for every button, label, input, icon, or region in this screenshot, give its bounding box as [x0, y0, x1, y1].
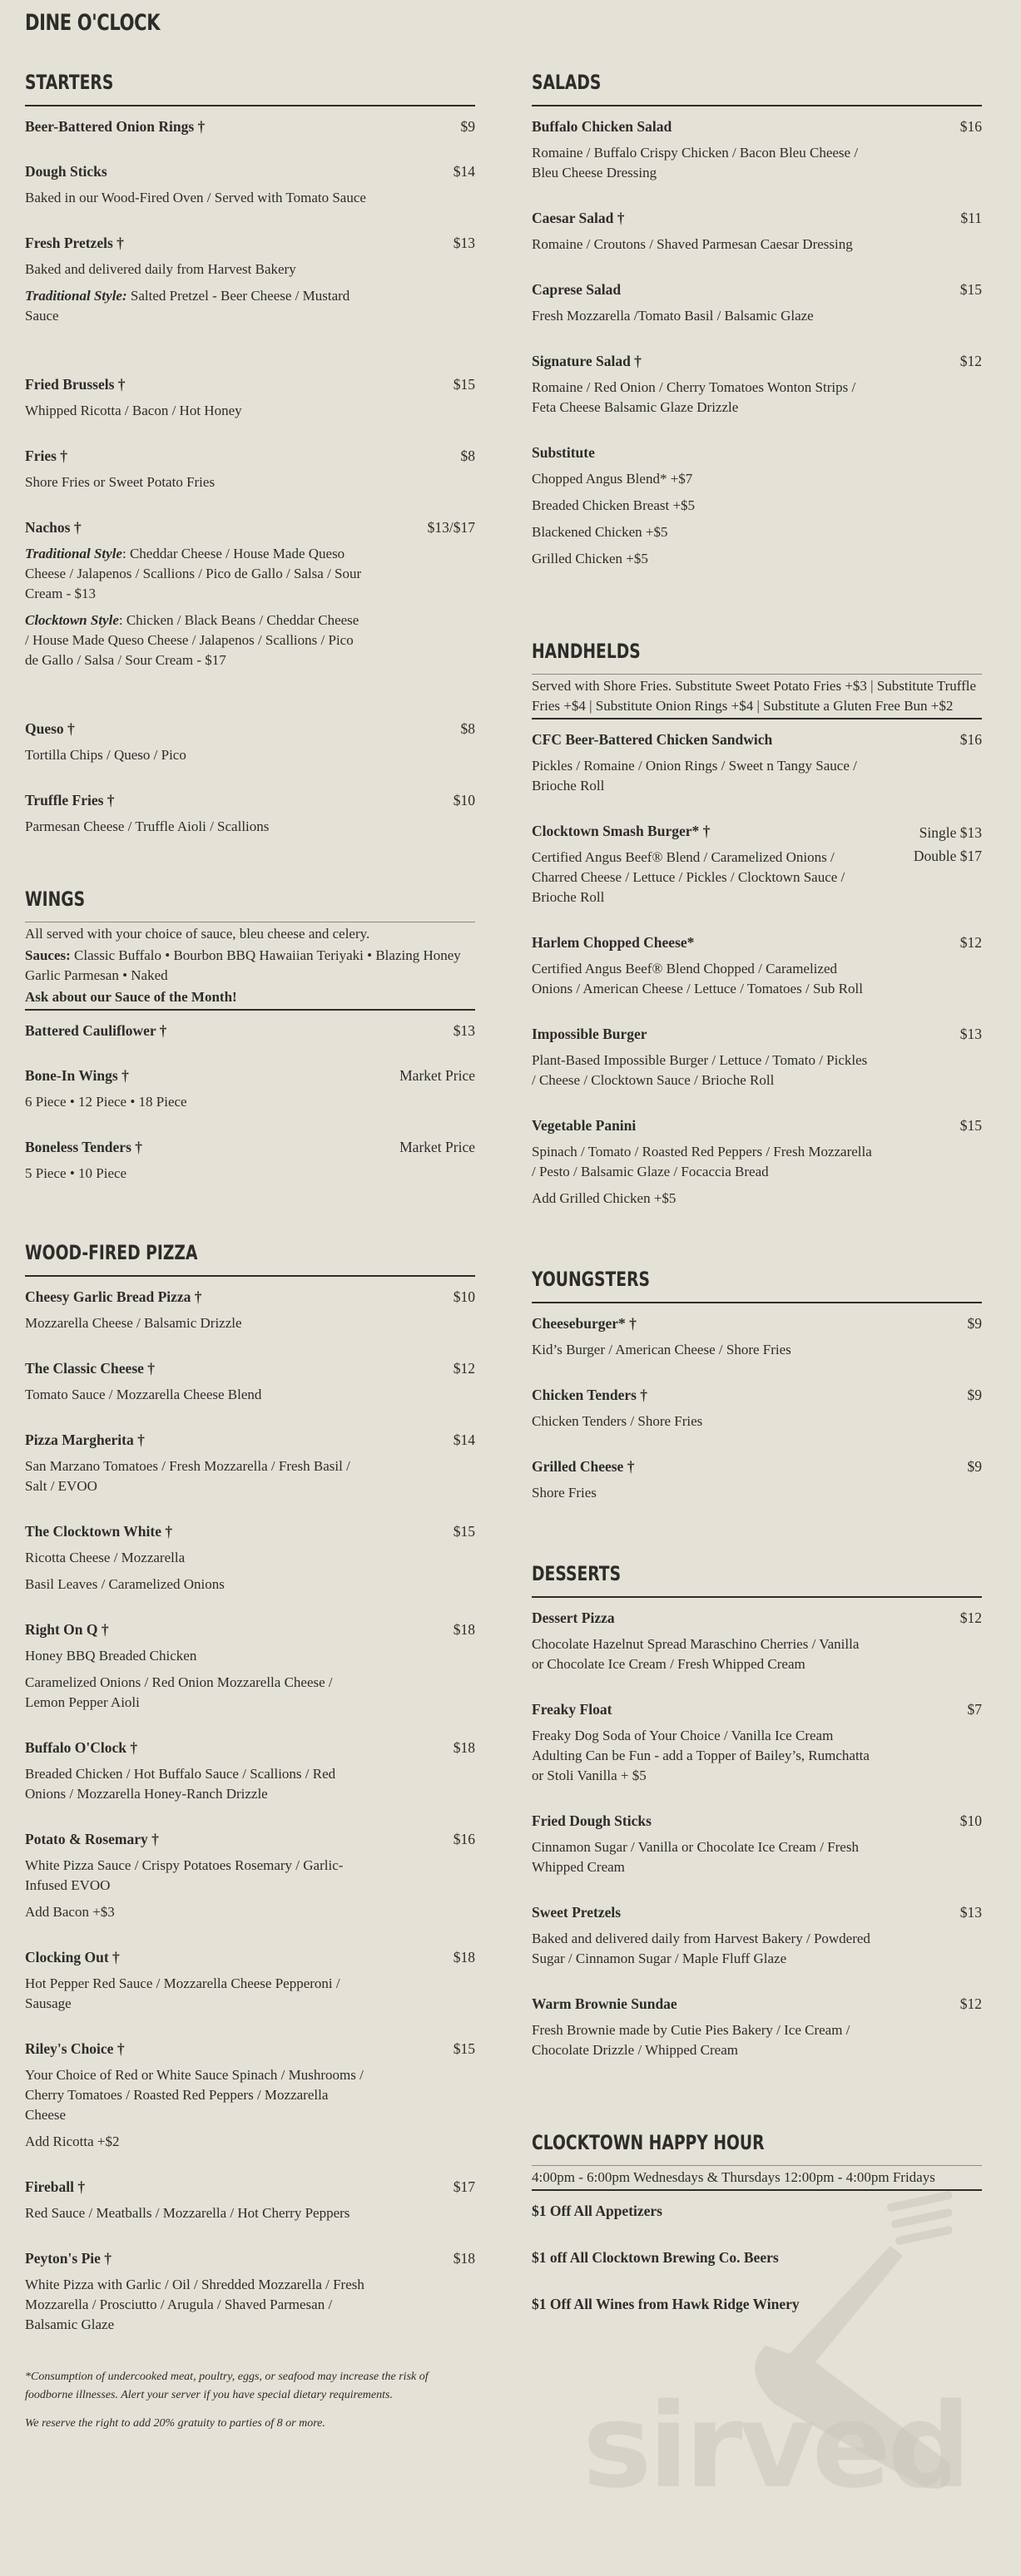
happy-hour-deal: $1 Off All Appetizers	[532, 2203, 662, 2219]
sauce-of-month-note: Ask about our Sauce of the Month!	[25, 989, 237, 1005]
item-price: $15	[453, 2040, 475, 2057]
menu-item	[25, 790, 475, 837]
item-price: $16	[959, 118, 982, 135]
item-name: Freaky Float	[532, 1701, 612, 1718]
item-name: Beer-Battered Onion Rings †	[25, 118, 206, 135]
section-salads	[532, 70, 982, 569]
item-price: $9	[967, 1458, 982, 1475]
item-price: Market Price	[399, 1139, 475, 1155]
item-description: Tomato Sauce / Mozzarella Cheese Blend	[25, 1387, 262, 1402]
menu-item	[532, 1811, 982, 1877]
menu-item	[25, 1521, 475, 1595]
section-title: CLOCKTOWN HAPPY HOUR	[532, 2131, 765, 2154]
item-price: $7	[967, 1701, 982, 1718]
substitute-option: Breaded Chicken Breast +$5	[532, 497, 696, 513]
item-price: $12	[959, 353, 982, 369]
section-title: DESSERTS	[532, 1562, 622, 1585]
item-description: Basil Leaves / Caramelized Onions	[25, 1576, 225, 1592]
happy-hour-times: 4:00pm - 6:00pm Wednesdays & Thursdays 12:00pm - 4:00pm Fridays	[532, 2169, 935, 2185]
menu-item	[532, 279, 982, 326]
section-note: Served with Shore Fries. Substitute Sweet Potato Fries +$3 | Substitute Truffle Fries +$4 | Substitute Onion Rings +$4 | Substitute a Gluten Free Bun +$2	[532, 678, 977, 714]
item-price: $12	[959, 1609, 982, 1626]
item-addon: Add Grilled Chicken +$5	[532, 1190, 677, 1206]
item-price: $10	[453, 792, 475, 808]
item-description: Plant-Based Impossible Burger / Lettuce / Tomato / Pickles / Cheese / Clocktown Sauce / Brioche Roll	[532, 1052, 868, 1088]
right-column	[532, 70, 982, 2361]
item-price: $13	[453, 1022, 475, 1039]
item-description: White Pizza with Garlic / Oil / Shredded Mozzarella / Fresh Mozzarella / Prosciutto / Arugula / Shaved Parmesan / Balsamic Glaze	[25, 2277, 364, 2332]
section-title: HANDHELDS	[532, 640, 641, 663]
item-addon: Add Bacon +$3	[25, 1904, 115, 1920]
item-name: Fried Brussels †	[25, 376, 126, 393]
item-price: $10	[453, 1288, 475, 1305]
item-price: $12	[959, 934, 982, 951]
menu-item	[532, 1024, 982, 1090]
section-title: SALADS	[532, 71, 602, 94]
menu-item	[532, 1699, 982, 1786]
item-description: Red Sauce / Meatballs / Mozzarella / Hot Cherry Peppers	[25, 2205, 350, 2221]
item-name: Fireball †	[25, 2178, 86, 2195]
item-price: $9	[967, 1315, 982, 1332]
item-price: $15	[453, 376, 475, 393]
item-description: Your Choice of Red or White Sauce Spinach / Mushrooms / Cherry Tomatoes / Roasted Red Peppers / Mozzarella Cheese	[25, 2067, 364, 2123]
item-description: Chocolate Hazelnut Spread Maraschino Cherries / Vanilla or Chocolate Ice Cream / Fresh Whipped Cream	[532, 1636, 860, 1672]
item-description: Breaded Chicken / Hot Buffalo Sauce / Scallions / Red Onions / Mozzarella Honey-Ranch Drizzle	[25, 1766, 336, 1802]
section-youngsters	[532, 1267, 982, 1503]
item-description: 6 Piece • 12 Piece • 18 Piece	[25, 1094, 187, 1110]
item-price: $8	[460, 720, 475, 737]
item-description: Kid’s Burger / American Cheese / Shore Fries	[532, 1342, 791, 1357]
menu-item	[25, 161, 475, 208]
price-single: Single $13	[919, 824, 982, 841]
section-happy-hour	[532, 2130, 982, 2314]
item-description: Honey BBQ Breaded Chicken	[25, 1648, 197, 1664]
item-name: Cheesy Garlic Bread Pizza †	[25, 1288, 202, 1305]
item-name: Caprese Salad	[532, 281, 622, 298]
item-description: Chicken Tenders / Shore Fries	[532, 1413, 703, 1429]
menu-item	[25, 719, 475, 765]
item-name: Fresh Pretzels †	[25, 235, 124, 251]
substitute-option: Chopped Angus Blend* +$7	[532, 471, 693, 487]
item-name: Queso †	[25, 720, 75, 737]
item-name: Harlem Chopped Cheese*	[532, 934, 695, 951]
section-wings	[25, 887, 475, 1184]
item-description: Whipped Ricotta / Bacon / Hot Honey	[25, 403, 242, 418]
divider	[532, 2189, 982, 2191]
style-label: Traditional Style	[25, 546, 122, 561]
divider	[532, 1596, 982, 1598]
item-name: Bone-In Wings †	[25, 1067, 129, 1084]
item-price: $16	[959, 731, 982, 748]
section-wood-fired-pizza	[25, 1240, 475, 2433]
item-price: $13	[959, 1904, 982, 1921]
item-price: $8	[460, 447, 475, 464]
item-price: $9	[967, 1387, 982, 1403]
footnote-gratuity: We reserve the right to add 20% gratuity to parties of 8 or more.	[25, 2417, 325, 2430]
style-label: Clocktown Style	[25, 612, 119, 628]
restaurant-title: DINE O'CLOCK	[25, 10, 161, 36]
menu-item	[25, 1066, 475, 1112]
section-title: WINGS	[25, 888, 86, 911]
section-desserts	[532, 1561, 982, 2060]
menu-item	[532, 1608, 982, 1674]
item-price: $11	[960, 210, 982, 226]
menu-item	[25, 1947, 475, 2014]
item-price: $12	[453, 1360, 475, 1377]
item-description: Baked in our Wood-Fired Oven / Served with Tomato Sauce	[25, 190, 366, 205]
menu-item	[532, 1313, 982, 1360]
menu-item	[25, 2039, 475, 2152]
menu-item	[25, 1829, 475, 1922]
item-name: Pizza Margherita †	[25, 1431, 145, 1448]
item-price: $15	[959, 281, 982, 298]
item-description: Shore Fries	[532, 1485, 597, 1501]
item-price: $15	[453, 1523, 475, 1540]
item-price: $15	[959, 1117, 982, 1134]
watermark-text: sirved	[582, 2379, 968, 2514]
menu-item	[532, 1385, 982, 1431]
item-name: Clocktown Smash Burger* †	[532, 823, 711, 839]
divider	[532, 674, 982, 675]
menu-item	[532, 208, 982, 255]
menu-item	[25, 1430, 475, 1496]
item-description: Romaine / Red Onion / Cherry Tomatoes Wonton Strips / Feta Cheese Balsamic Glaze Drizzle	[532, 379, 856, 415]
item-name: Fried Dough Sticks	[532, 1812, 652, 1829]
item-name: Peyton's Pie †	[25, 2250, 112, 2267]
item-price: $18	[453, 1949, 475, 1965]
item-name: Nachos †	[25, 519, 82, 536]
item-name: CFC Beer-Battered Chicken Sandwich	[532, 731, 773, 748]
item-description: Fresh Mozzarella /Tomato Basil / Balsamic Glaze	[532, 308, 814, 324]
item-price: $17	[453, 2178, 475, 2195]
item-price: $14	[453, 163, 475, 180]
section-note: All served with your choice of sauce, bleu cheese and celery.	[25, 926, 370, 942]
item-style-description: Traditional Style: Cheddar Cheese / House Made Queso Cheese / Jalapenos / Scallions / Pico de Gallo / Salsa / Sour Cream - $13	[25, 546, 362, 601]
item-name: Boneless Tenders †	[25, 1139, 142, 1155]
item-description: Cinnamon Sugar / Vanilla or Chocolate Ice Cream / Fresh Whipped Cream	[532, 1839, 859, 1875]
section-handhelds	[532, 639, 982, 1209]
item-name: Battered Cauliflower †	[25, 1022, 167, 1039]
item-name: Buffalo Chicken Salad	[532, 118, 672, 135]
item-description: Tortilla Chips / Queso / Pico	[25, 747, 186, 763]
item-description: Certified Angus Beef® Blend / Caramelized Onions / Charred Cheese / Lettuce / Pickles / Clocktown Sauce / Brioche Roll	[532, 849, 845, 905]
item-price: $13	[959, 1026, 982, 1042]
item-name: Grilled Cheese †	[532, 1458, 635, 1475]
item-description: Mozzarella Cheese / Balsamic Drizzle	[25, 1315, 242, 1331]
substitute-option: Grilled Chicken +$5	[532, 551, 648, 566]
menu-item	[25, 1738, 475, 1804]
item-name: Right On Q †	[25, 1621, 109, 1638]
left-column	[25, 70, 475, 2480]
item-price: $16	[453, 1831, 475, 1847]
menu-item	[532, 821, 982, 907]
menu-item	[25, 116, 475, 136]
item-name: The Classic Cheese †	[25, 1360, 156, 1377]
menu-item	[25, 446, 475, 492]
item-style-description: Clocktown Style: Chicken / Black Beans / Cheddar Cheese / House Made Queso Cheese / Jalapenos / Scallions / Pico de Gallo / Salsa / Sour Cream - $17	[25, 612, 359, 668]
item-description: 5 Piece • 10 Piece	[25, 1165, 127, 1181]
item-description: Certified Angus Beef® Blend Chopped / Caramelized Onions / American Cheese / Lettuce / Tomatoes / Sub Roll	[532, 961, 863, 996]
substitute-block	[532, 443, 982, 569]
item-price: $18	[453, 1621, 475, 1638]
menu-item	[25, 1619, 475, 1713]
item-description: Spinach / Tomato / Roasted Red Peppers / Fresh Mozzarella / Pesto / Balsamic Glaze / Focaccia Bread	[532, 1144, 872, 1179]
item-name: The Clocktown White †	[25, 1523, 173, 1540]
menu-item	[25, 374, 475, 421]
item-style-description: Traditional Style: Salted Pretzel - Beer Cheese / Mustard Sauce	[25, 288, 350, 324]
menu-item	[532, 1115, 982, 1209]
happy-hour-deal: $1 off All Clocktown Brewing Co. Beers	[532, 2249, 779, 2266]
item-price: $13/$17	[427, 519, 475, 536]
divider	[532, 1302, 982, 1303]
item-name: Warm Brownie Sundae	[532, 1995, 677, 2012]
menu-item	[25, 1021, 475, 1041]
item-price: $12	[959, 1995, 982, 2012]
menu-item	[532, 1456, 982, 1503]
item-price: $9	[460, 118, 475, 135]
item-name: Fries †	[25, 447, 68, 464]
menu-item	[532, 932, 982, 999]
section-title: WOOD-FIRED PIZZA	[25, 1241, 198, 1264]
item-price: $14	[453, 1431, 475, 1448]
menu-item	[532, 1902, 982, 1969]
menu-item	[25, 2177, 475, 2223]
item-name: Riley's Choice †	[25, 2040, 125, 2057]
item-description: San Marzano Tomatoes / Fresh Mozzarella / Fresh Basil / Salt / EVOO	[25, 1458, 350, 1494]
substitute-option: Blackened Chicken +$5	[532, 524, 668, 540]
item-price: $10	[959, 1812, 982, 1829]
item-description: Baked and delivered daily from Harvest Bakery	[25, 261, 296, 277]
item-name: Caesar Salad †	[532, 210, 625, 226]
price-double: Double $17	[913, 848, 982, 864]
item-description: Baked and delivered daily from Harvest Bakery / Powdered Sugar / Cinnamon Sugar / Maple Fluff Glaze	[532, 1931, 870, 1966]
sauces-note: Sauces: Classic Buffalo • Bourbon BBQ Hawaiian Teriyaki • Blazing Honey Garlic Parmesan • Naked	[25, 947, 461, 983]
item-name: Potato & Rosemary †	[25, 1831, 159, 1847]
item-name: Sweet Pretzels	[532, 1904, 622, 1921]
item-price: $18	[453, 2250, 475, 2267]
item-description: Romaine / Buffalo Crispy Chicken / Bacon Bleu Cheese / Bleu Cheese Dressing	[532, 145, 859, 180]
item-description: Fresh Brownie made by Cutie Pies Bakery / Ice Cream / Chocolate Drizzle / Whipped Cream	[532, 2022, 850, 2058]
item-addon: Add Ricotta +$2	[25, 2133, 120, 2149]
section-title: STARTERS	[25, 71, 114, 94]
happy-hour-deal: $1 Off All Wines from Hawk Ridge Winery	[532, 2296, 800, 2312]
item-name: Chicken Tenders †	[532, 1387, 648, 1403]
item-name: Buffalo O'Clock †	[25, 1739, 138, 1756]
section-starters	[25, 70, 475, 837]
item-name: Dessert Pizza	[532, 1609, 615, 1626]
divider	[25, 1275, 475, 1277]
substitute-title: Substitute	[532, 444, 595, 461]
item-name: Clocking Out †	[25, 1949, 120, 1965]
item-name: Cheeseburger* †	[532, 1315, 637, 1332]
menu-item	[25, 233, 475, 326]
item-price: $13	[453, 235, 475, 251]
item-description: Freaky Dog Soda of Your Choice / Vanilla Ice Cream Adulting Can be Fun - add a Topper of Bailey’s, Rumchatta or Stoli Vanilla + $5	[532, 1728, 870, 1783]
item-description: White Pizza Sauce / Crispy Potatoes Rosemary / Garlic-Infused EVOO	[25, 1857, 344, 1893]
item-price: Market Price	[399, 1067, 475, 1084]
item-description: Romaine / Croutons / Shaved Parmesan Caesar Dressing	[532, 236, 853, 252]
item-price-options	[914, 821, 982, 868]
item-description: Hot Pepper Red Sauce / Mozzarella Cheese Pepperoni / Sausage	[25, 1975, 340, 2011]
menu-item	[25, 1137, 475, 1184]
menu-item	[25, 517, 475, 670]
menu-item	[532, 729, 982, 796]
menu-item	[532, 116, 982, 183]
item-name: Signature Salad †	[532, 353, 642, 369]
footnote-consumption-warning: *Consumption of undercooked meat, poultry, eggs, or seafood may increase the risk of foodborne illnesses. Alert your server if you have special dietary requirements.	[25, 2371, 429, 2401]
menu-item	[532, 351, 982, 418]
menu-item	[25, 1358, 475, 1405]
style-label: Traditional Style:	[25, 288, 127, 304]
divider	[532, 718, 982, 719]
section-title: YOUNGSTERS	[532, 1268, 650, 1291]
item-description: Parmesan Cheese / Truffle Aioli / Scallions	[25, 818, 270, 834]
item-price: $18	[453, 1739, 475, 1756]
divider	[532, 105, 982, 106]
menu-item	[25, 2248, 475, 2335]
item-name: Impossible Burger	[532, 1026, 647, 1042]
menu-item	[532, 1994, 982, 2060]
menu-item	[25, 1287, 475, 1333]
divider	[532, 2165, 982, 2166]
divider	[25, 1009, 475, 1011]
item-name: Vegetable Panini	[532, 1117, 637, 1134]
item-description: Shore Fries or Sweet Potato Fries	[25, 474, 216, 490]
item-description: Caramelized Onions / Red Onion Mozzarella Cheese / Lemon Pepper Aioli	[25, 1674, 333, 1710]
item-name: Truffle Fries †	[25, 792, 115, 808]
item-description: Ricotta Cheese / Mozzarella	[25, 1550, 186, 1565]
divider	[25, 105, 475, 106]
item-description: Pickles / Romaine / Onion Rings / Sweet n Tangy Sauce / Brioche Roll	[532, 758, 857, 794]
item-name: Dough Sticks	[25, 163, 107, 180]
